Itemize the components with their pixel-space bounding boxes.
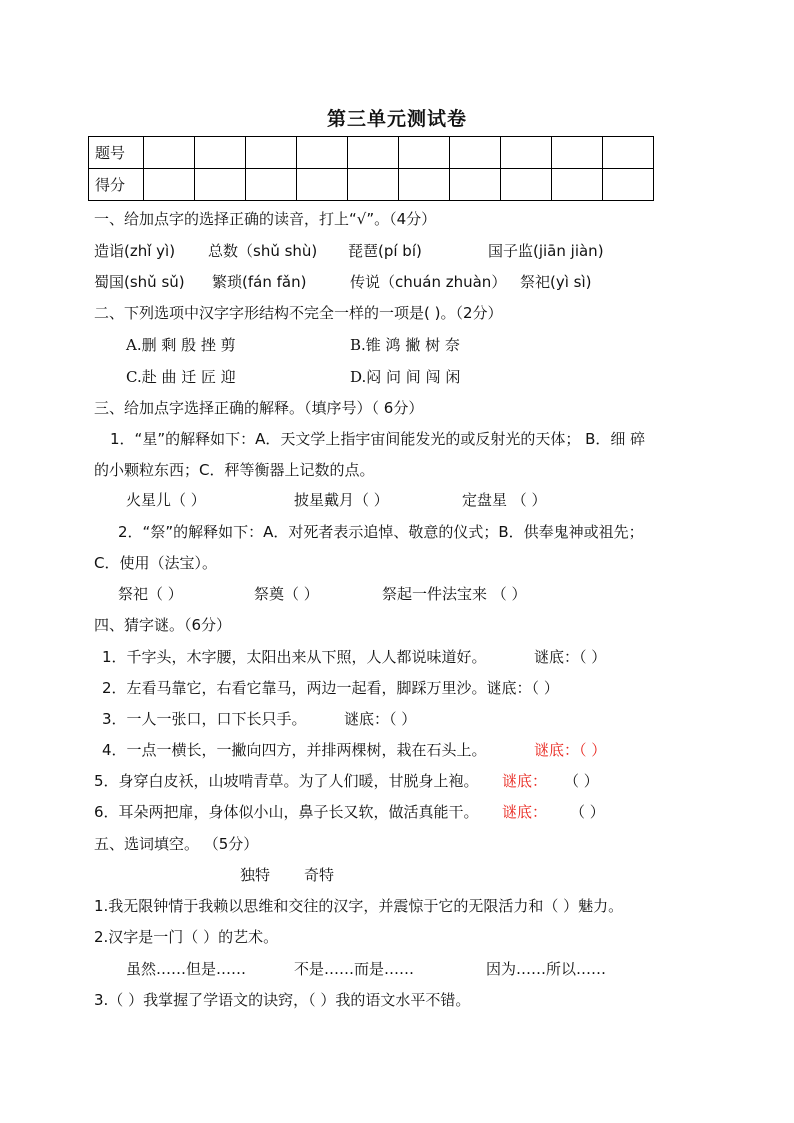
riddle-6-answer-blank[interactable]: （ ） xyxy=(570,803,605,821)
riddle-5-answer-label: 谜底： xyxy=(502,772,548,790)
word-choice: 奇特 xyxy=(304,866,335,884)
q3-item1-text-cont: 的小颗粒东西；C．秤等衡器上记数的点。 xyxy=(94,461,375,479)
q1-heading: 一、给加点字的选择正确的读音，打上“√”。（4分） xyxy=(94,210,437,228)
score-cell[interactable] xyxy=(195,169,246,201)
score-cell[interactable] xyxy=(399,169,450,201)
q2-option-c: C.赴 曲 迁 匠 迎 xyxy=(126,368,236,386)
q2-option-b: B.锥 鸿 撇 树 奈 xyxy=(350,336,460,354)
score-cell[interactable] xyxy=(552,169,603,201)
q5-sentence-2: 2.汉字是一门（ ）的艺术。 xyxy=(94,928,279,946)
score-cell[interactable] xyxy=(399,137,450,169)
riddle-1-answer[interactable]: 谜底：（ ） xyxy=(534,648,607,666)
score-row-number xyxy=(89,137,654,169)
q1-option: 繁琐(fán fǎn) xyxy=(212,273,307,291)
riddle-6: 6．耳朵两把扉，身体似小山，鼻子长又软，做活真能干。 xyxy=(94,803,479,821)
score-cell[interactable] xyxy=(450,169,501,201)
q5-heading: 五、选词填空。 （5分） xyxy=(94,835,259,853)
riddle-5-answer-blank[interactable]: （ ） xyxy=(564,772,599,790)
score-cell[interactable] xyxy=(144,137,195,169)
q3-item1-blank[interactable]: 火星儿（ ） xyxy=(126,491,206,509)
q2-option-d: D.闷 问 间 闯 闲 xyxy=(350,368,461,386)
q1-option: 传说（chuán zhuàn） xyxy=(350,273,507,291)
score-cell[interactable] xyxy=(297,137,348,169)
score-cell[interactable] xyxy=(603,169,654,201)
q3-heading: 三、给加点字选择正确的解释。（填序号）（ 6分） xyxy=(94,399,424,417)
q3-item2-text-cont: C．使用（法宝）。 xyxy=(94,554,217,572)
score-cell[interactable] xyxy=(246,137,297,169)
score-cell[interactable] xyxy=(552,137,603,169)
conjunction-choice: 因为……所以…… xyxy=(486,960,607,978)
riddle-6-answer-label: 谜底： xyxy=(502,803,548,821)
score-cell[interactable] xyxy=(144,169,195,201)
q1-option: 国子监(jiān jiàn) xyxy=(488,242,604,260)
score-cell[interactable] xyxy=(246,169,297,201)
score-cell[interactable] xyxy=(603,137,654,169)
q5-sentence-3: 3.（ ）我掌握了学语文的诀窍，（ ）我的语文水平不错。 xyxy=(94,991,471,1009)
page-title: 第三单元测试卷 xyxy=(326,108,467,130)
score-cell[interactable] xyxy=(501,169,552,201)
riddle-3: 3．一人一张口，口下长只手。 xyxy=(102,710,307,728)
score-cell[interactable] xyxy=(348,137,399,169)
q5-sentence-1: 1.我无限钟情于我赖以思维和交往的汉字，并震惊于它的无限活力和（ ）魅力。 xyxy=(94,897,624,915)
q4-heading: 四、猜字谜。（6分） xyxy=(94,616,232,634)
q1-option: 蜀国(shǔ sǔ) xyxy=(94,273,185,291)
score-row-points xyxy=(89,169,654,201)
q1-option: 总数（shǔ shù) xyxy=(208,242,318,260)
q3-item1-text: 1．“星”的解释如下：A．天文学上指宇宙间能发光的或反射光的天体； B．细 碎 xyxy=(110,430,646,448)
q3-item1-blank[interactable]: 定盘星 （ ） xyxy=(462,491,547,509)
q3-item2-blank[interactable]: 祭起一件法宝来 （ ） xyxy=(382,585,527,603)
score-cell[interactable] xyxy=(450,137,501,169)
row-label-score: 得分 xyxy=(89,169,144,201)
q3-item2-blank[interactable]: 祭奠（ ） xyxy=(254,585,319,603)
score-cell[interactable] xyxy=(501,137,552,169)
score-cell[interactable] xyxy=(348,169,399,201)
q1-option: 祭祀(yì sì) xyxy=(520,273,592,291)
conjunction-choice: 虽然……但是…… xyxy=(126,960,247,978)
riddle-2: 2．左看马靠它，右看它靠马，两边一起看，脚踩万里沙。谜底：（ ） xyxy=(102,679,559,697)
score-cell[interactable] xyxy=(195,137,246,169)
row-label-question-number: 题号 xyxy=(89,137,144,169)
q2-heading: 二、下列选项中汉字字形结构不完全一样的一项是( )。（2分） xyxy=(94,304,503,322)
riddle-5: 5．身穿白皮袄，山坡啃青草。为了人们暖，甘脱身上袍。 xyxy=(94,772,479,790)
q1-option: 琵琶(pí bí) xyxy=(348,242,422,260)
q2-option-a: A.删 剩 殷 挫 剪 xyxy=(126,336,236,354)
score-cell[interactable] xyxy=(297,169,348,201)
q1-option: 造诣(zhǐ yì) xyxy=(94,242,176,260)
conjunction-choice: 不是……而是…… xyxy=(294,960,415,978)
riddle-3-answer[interactable]: 谜底：（ ） xyxy=(344,710,417,728)
q3-item2-text: 2．“祭”的解释如下：A．对死者表示追悼、敬意的仪式；B．供奉鬼神或祖先； xyxy=(118,523,644,541)
word-choice: 独特 xyxy=(240,866,271,884)
riddle-1: 1．千字头，木字腰，太阳出来从下照，人人都说味道好。 xyxy=(102,648,487,666)
score-table xyxy=(88,136,654,201)
q3-item1-blank[interactable]: 披星戴月（ ） xyxy=(294,491,389,509)
q3-item2-blank[interactable]: 祭祀（ ） xyxy=(118,585,183,603)
riddle-4: 4．一点一横长，一撇向四方，并排两棵树，栽在石头上。 xyxy=(102,741,487,759)
riddle-4-answer[interactable]: 谜底：（ ） xyxy=(534,741,607,759)
